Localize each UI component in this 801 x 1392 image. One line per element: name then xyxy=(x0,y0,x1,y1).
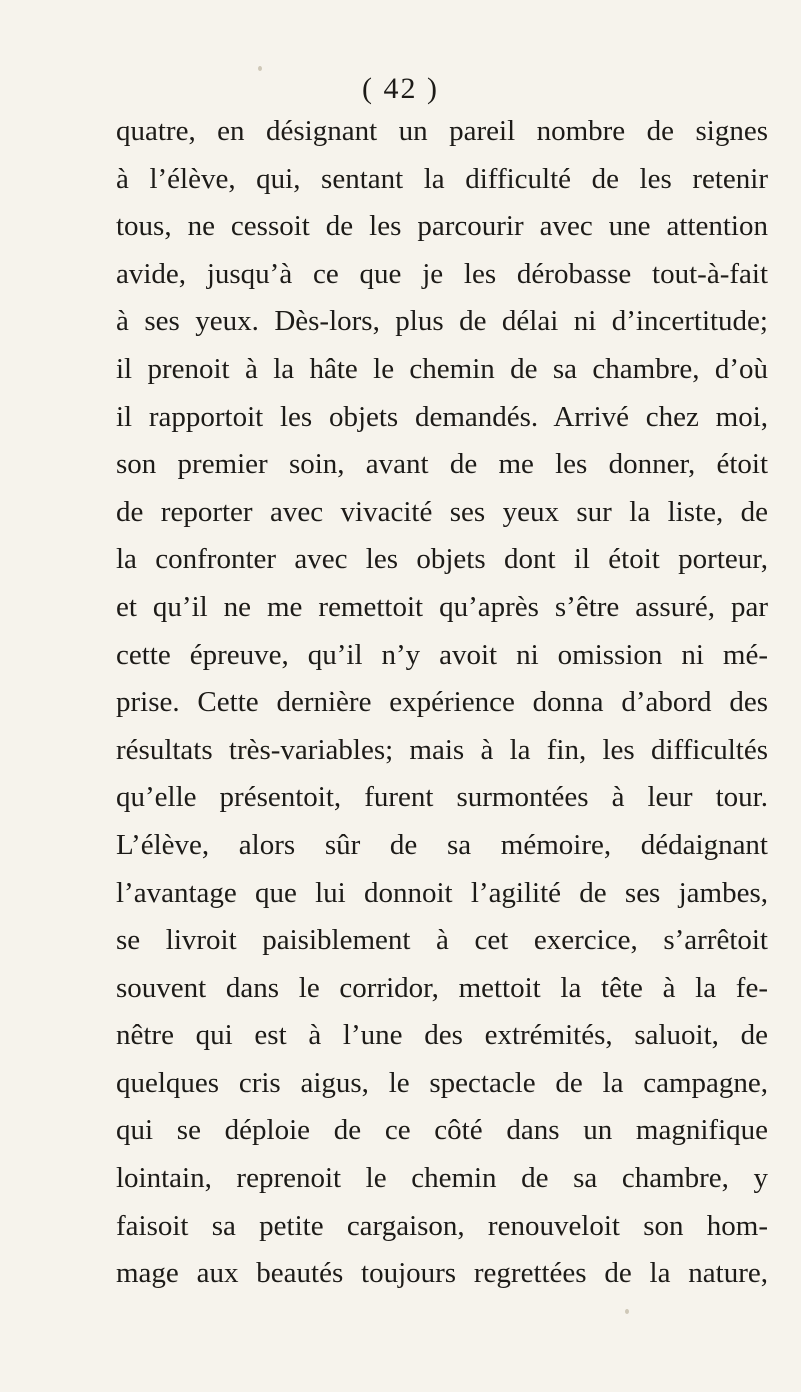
text-line: prise. Cette dernière expérience donna d’abord des xyxy=(116,686,768,719)
text-line: se livroit paisiblement à cet exercice, s’arrêtoit xyxy=(116,924,768,957)
text-line: mage aux beautés toujours regrettées de la nature, xyxy=(116,1257,768,1290)
text-line: il rapportoit les objets demandés. Arrivé chez moi, xyxy=(116,400,768,433)
paper-speck xyxy=(258,66,262,71)
paper-speck xyxy=(625,1309,629,1314)
text-line: tous, ne cessoit de les parcourir avec une attention xyxy=(116,210,768,243)
text-line: il prenoit à la hâte le chemin de sa chambre, d’où xyxy=(116,352,768,385)
text-line: quatre, en désignant un pareil nombre de signes xyxy=(116,115,768,147)
text-line: l’avantage que lui donnoit l’agilité de ses jambes, xyxy=(116,876,768,909)
text-line: lointain, reprenoit le chemin de sa chambre, y xyxy=(116,1162,768,1195)
text-line: faisoit sa petite cargaison, renouveloit son hom- xyxy=(116,1209,768,1242)
text-line: avide, jusqu’à ce que je les dérobasse tout-à-fait xyxy=(116,257,768,290)
text-line: cette épreuve, qu’il n’y avoit ni omission ni mé- xyxy=(116,638,768,671)
text-line: la confronter avec les objets dont il étoit porteur, xyxy=(116,543,768,576)
text-line: de reporter avec vivacité ses yeux sur la liste, de xyxy=(116,495,768,528)
text-line: qui se déploie de ce côté dans un magnifique xyxy=(116,1114,768,1147)
text-line: son premier soin, avant de me les donner, étoit xyxy=(116,448,768,481)
body-text xyxy=(116,108,768,1298)
text-line: quelques cris aigus, le spectacle de la campagne, xyxy=(116,1066,768,1099)
text-line: qu’elle présentoit, furent surmontées à leur tour. xyxy=(116,781,768,814)
text-line: et qu’il ne me remettoit qu’après s’être assuré, par xyxy=(116,590,768,623)
text-line: nêtre qui est à l’une des extrémités, saluoit, de xyxy=(116,1019,768,1052)
text-line: souvent dans le corridor, mettoit la tête à la fe- xyxy=(116,971,768,1004)
text-line: résultats très-variables; mais à la fin, les difficultés xyxy=(116,733,768,766)
text-line: à ses yeux. Dès-lors, plus de délai ni d’incertitude; xyxy=(116,305,768,338)
text-line: L’élève, alors sûr de sa mémoire, dédaignant xyxy=(116,828,768,861)
page-number: ( 42 ) xyxy=(362,72,439,105)
text-line: à l’élève, qui, sentant la difficulté de les retenir xyxy=(116,162,768,195)
